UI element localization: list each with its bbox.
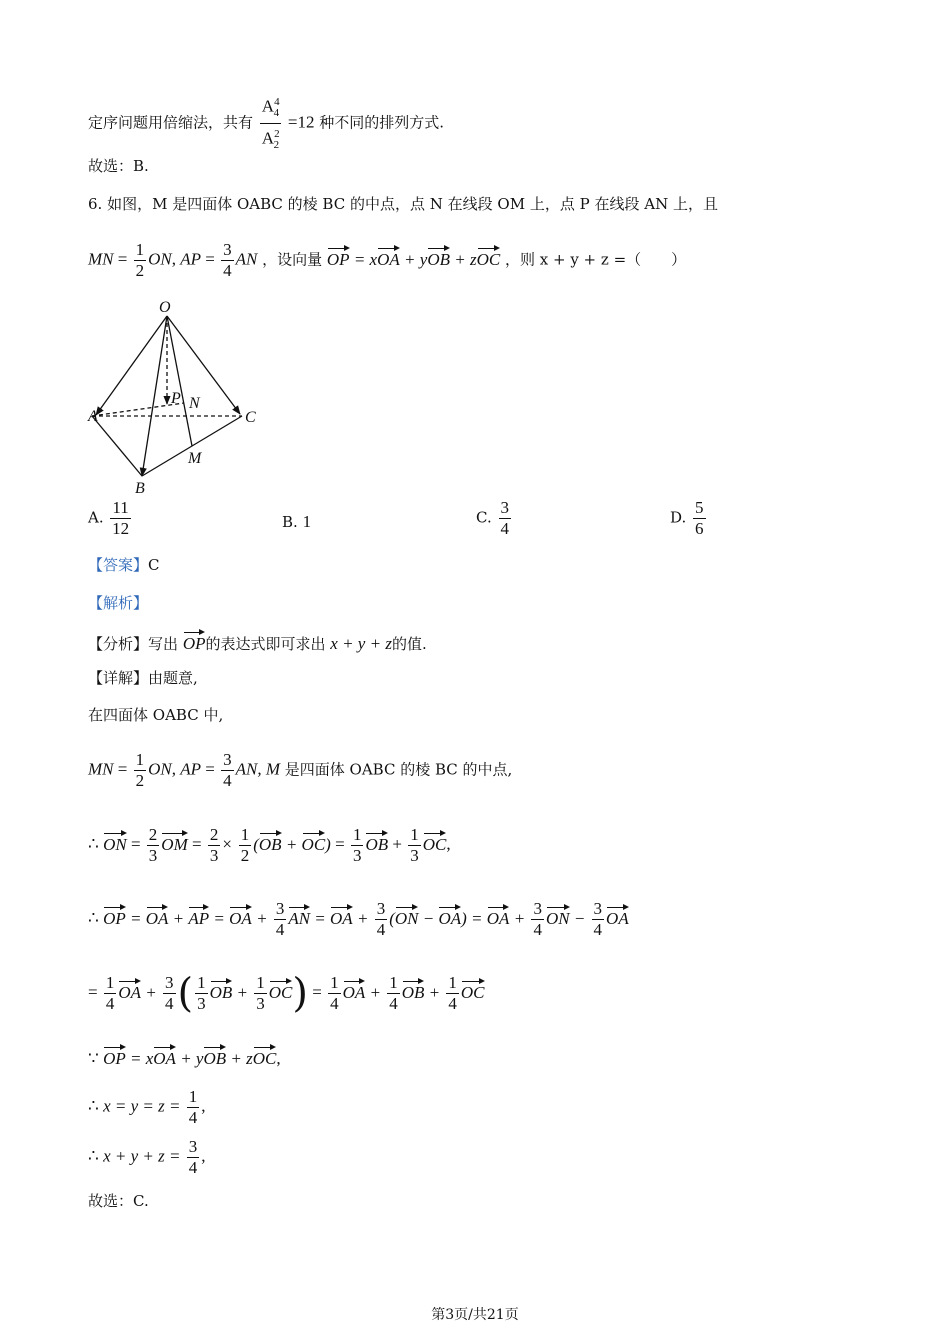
- question-stem-mid: ，设向量: [262, 250, 323, 269]
- step-op-2: = $\frac{1}{4}$ OA + $\frac{3}{4}$ ( $\frac{1}{3}$ OB + $\frac{1}{3}$ OC) = $\frac{1}{4}$ OA + $\frac{1}{4}$ OB + $\frac{1}{4}$ OC: [88, 970, 485, 1017]
- answer-value: C: [148, 556, 160, 574]
- xiangjie-tag: 【详解】: [88, 669, 149, 687]
- question-number: 6.: [88, 195, 103, 213]
- step-given: MN = $\frac{1}{2}$ ON, AP = $\frac{3}{4}$ AN, M 是四面体 OABC 的棱 BC 的中点,: [88, 750, 513, 790]
- option-c-num: 3: [500, 498, 509, 517]
- answer-tag: 【答案】: [88, 556, 149, 574]
- question-stem-line1: [88, 194, 718, 214]
- option-d[interactable]: [670, 498, 708, 539]
- step-sum: ∴ x + y + z = $\frac{3}{4}$ ,: [88, 1137, 206, 1177]
- segment-om: [167, 316, 192, 446]
- option-a-num: 11: [112, 498, 129, 517]
- option-d-num: 5: [695, 498, 704, 517]
- question-stem: 如图，M 是四面体 OABC 的棱 BC 的中点，点 N 在线段 OM 上，点 P 在线段 AN 上，且: [107, 195, 718, 213]
- analysis-tag: 【解析】: [88, 594, 149, 612]
- tetrahedron-figure: [82, 296, 272, 496]
- intro-text-before: 定序问题用倍缩法，共有: [88, 113, 254, 132]
- option-b[interactable]: [282, 512, 311, 532]
- step-in-tetrahedron: 在四面体 OABC 中,: [88, 706, 224, 724]
- label-c: C: [245, 409, 256, 426]
- option-a-den: 12: [112, 519, 130, 538]
- label-m: M: [188, 450, 202, 467]
- final-answer: 故选：C.: [88, 1192, 149, 1210]
- prev-answer: 故选：B.: [88, 157, 149, 175]
- label-a: A: [88, 408, 98, 425]
- option-a[interactable]: [88, 498, 133, 539]
- option-b-value: 1: [302, 512, 312, 531]
- xiangjie-line: 【详解】由题意,: [88, 669, 198, 687]
- answer-line: [88, 555, 160, 575]
- fenxi-tag: 【分析】: [88, 635, 149, 653]
- option-d-letter: D.: [670, 508, 687, 527]
- label-o: O: [159, 299, 171, 316]
- label-b: B: [135, 480, 145, 496]
- edge-oa: [96, 316, 167, 415]
- option-c[interactable]: [476, 498, 513, 539]
- step-op: ∴ OP = OA + AP = OA + $\frac{3}{4}$ AN = OA + $\frac{3}{4}$ (ON − OA) = OA + $\frac{3}{4}$ ON − $\frac{3}{4}$ OA: [88, 899, 629, 939]
- label-p: P: [171, 390, 181, 407]
- permutation-fraction: $\frac{A^4_4}{A^2_2}$: [260, 92, 281, 155]
- intro-value: 12: [297, 112, 315, 132]
- edge-ob: [142, 316, 167, 476]
- step-xyz: ∴ x = y = z = $\frac{1}{4}$ ,: [88, 1087, 206, 1127]
- step-because: ∵ OP = xOA + yOB + zOC,: [88, 1045, 281, 1069]
- edge-ab: [92, 416, 142, 476]
- option-c-letter: C.: [476, 508, 492, 527]
- page-footer: 第3页/共21页: [431, 1307, 519, 1323]
- option-c-den: 4: [500, 519, 509, 538]
- question-stem-line2: MN = $\frac{1}{2}$ ON, AP = $\frac{3}{4}$ AN ，设向量 OP = xOA + yOB + zOC ，则 x + y + z =（ ）: [88, 240, 687, 280]
- fenxi-line: 【分析】写出 OP的表达式即可求出 x + y + z的值.: [88, 630, 427, 654]
- option-b-letter: B.: [282, 513, 298, 531]
- option-a-letter: A.: [88, 508, 104, 527]
- intro-line: 定序问题用倍缩法，共有 $\frac{A^4_4}{A^2_2}$ =12 种不同的排列方式.: [88, 92, 444, 155]
- intro-text-after: 种不同的排列方式.: [319, 113, 445, 132]
- label-n: N: [189, 395, 200, 412]
- step-on: ∴ ON = $\frac{2}{3}$ OM = $\frac{2}{3}$ × $\frac{1}{2}$ (OB + OC) = $\frac{1}{3}$ OB + $\frac{1}{3}$ OC,: [88, 825, 451, 865]
- option-d-den: 6: [695, 519, 704, 538]
- question-stem-tail: ，则 x + y + z =（ ）: [504, 250, 687, 269]
